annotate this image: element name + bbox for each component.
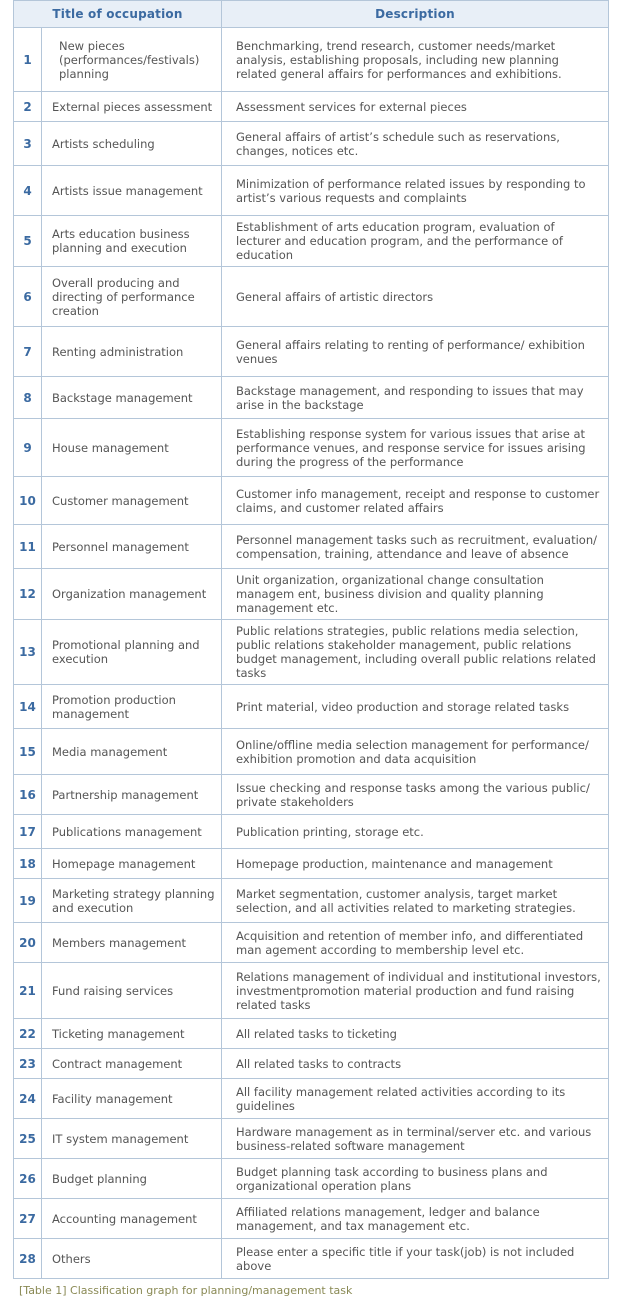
occupation-title: Customer management <box>42 477 222 525</box>
occupation-description: Hardware management as in terminal/server etc. and various business-related software management <box>222 1119 609 1159</box>
occupation-title: Budget planning <box>42 1159 222 1199</box>
row-number: 6 <box>14 267 42 327</box>
occupation-title: Personnel management <box>42 525 222 569</box>
occupation-title: Artists issue management <box>42 166 222 216</box>
occupation-title: Ticketing management <box>42 1019 222 1049</box>
occupation-title: Homepage management <box>42 849 222 879</box>
table-row <box>14 963 609 1019</box>
occupation-table <box>13 0 609 1279</box>
occupation-title: Overall producing and directing of performance creation <box>42 267 222 327</box>
table-row <box>14 849 609 879</box>
occupation-title: Contract management <box>42 1049 222 1079</box>
row-number: 9 <box>14 419 42 477</box>
row-number: 26 <box>14 1159 42 1199</box>
occupation-title: Marketing strategy planning and execution <box>42 879 222 923</box>
occupation-description: All related tasks to ticketing <box>222 1019 609 1049</box>
table-row <box>14 1019 609 1049</box>
occupation-title: Fund raising services <box>42 963 222 1019</box>
occupation-title: Promotion production management <box>42 685 222 729</box>
table-body <box>14 28 609 1279</box>
table-row <box>14 377 609 419</box>
table-row <box>14 1159 609 1199</box>
occupation-title: New pieces (performances/festivals) planning <box>42 28 222 92</box>
occupation-description: Backstage management, and responding to issues that may arise in the backstage <box>222 377 609 419</box>
table-row <box>14 216 609 267</box>
occupation-title: Promotional planning and execution <box>42 620 222 685</box>
row-number: 16 <box>14 775 42 815</box>
table-caption: [Table 1] Classification graph for planning/management task <box>19 1284 353 1297</box>
row-number: 15 <box>14 729 42 775</box>
occupation-title: IT system management <box>42 1119 222 1159</box>
occupation-description: Budget planning task according to business plans and organizational operation plans <box>222 1159 609 1199</box>
row-number: 24 <box>14 1079 42 1119</box>
occupation-description: Establishment of arts education program, evaluation of lecturer and education program, and the performance of education <box>222 216 609 267</box>
table-row <box>14 1119 609 1159</box>
occupation-title: Publications management <box>42 815 222 849</box>
row-number: 3 <box>14 122 42 166</box>
occupation-title: Organization management <box>42 569 222 620</box>
row-number: 2 <box>14 92 42 122</box>
table-header-row <box>14 1 609 28</box>
row-number: 13 <box>14 620 42 685</box>
occupation-description: Benchmarking, trend research, customer needs/market analysis, establishing proposals, including new planning related general affairs for performances and exhibitions. <box>222 28 609 92</box>
row-number: 23 <box>14 1049 42 1079</box>
occupation-title: External pieces assessment <box>42 92 222 122</box>
table-row <box>14 620 609 685</box>
row-number: 1 <box>14 28 42 92</box>
row-number: 5 <box>14 216 42 267</box>
occupation-description: Homepage production, maintenance and management <box>222 849 609 879</box>
table-row <box>14 122 609 166</box>
occupation-description: Market segmentation, customer analysis, target market selection, and all activities related to marketing strategies. <box>222 879 609 923</box>
table-row <box>14 879 609 923</box>
header-title-of-occupation: Title of occupation <box>14 1 222 28</box>
row-number: 17 <box>14 815 42 849</box>
table-row <box>14 166 609 216</box>
row-number: 21 <box>14 963 42 1019</box>
occupation-description: Assessment services for external pieces <box>222 92 609 122</box>
table-row <box>14 1049 609 1079</box>
row-number: 19 <box>14 879 42 923</box>
occupation-title: Members management <box>42 923 222 963</box>
occupation-description: Unit organization, organizational change consultation managem ent, business division and quality planning management etc. <box>222 569 609 620</box>
occupation-description: Affiliated relations management, ledger and balance management, and tax management etc. <box>222 1199 609 1239</box>
row-number: 18 <box>14 849 42 879</box>
row-number: 25 <box>14 1119 42 1159</box>
occupation-description: Issue checking and response tasks among the various public/ private stakeholders <box>222 775 609 815</box>
occupation-title: Accounting management <box>42 1199 222 1239</box>
row-number: 12 <box>14 569 42 620</box>
occupation-description: General affairs of artist’s schedule such as reservations, changes, notices etc. <box>222 122 609 166</box>
row-number: 22 <box>14 1019 42 1049</box>
table-row <box>14 685 609 729</box>
occupation-description: Online/offline media selection management for performance/ exhibition promotion and data acquisition <box>222 729 609 775</box>
occupation-description: Public relations strategies, public relations media selection, public relations stakeholder management, public relations budget management, including overall public relations related tasks <box>222 620 609 685</box>
occupation-description: Establishing response system for various issues that arise at performance venues, and response service for issues arising during the progress of the performance <box>222 419 609 477</box>
row-number: 28 <box>14 1239 42 1279</box>
table-row <box>14 729 609 775</box>
table-row <box>14 477 609 525</box>
occupation-description: Relations management of individual and institutional investors, investmentpromotion material production and fund raising related tasks <box>222 963 609 1019</box>
occupation-description: Print material, video production and storage related tasks <box>222 685 609 729</box>
row-number: 20 <box>14 923 42 963</box>
header-description: Description <box>222 1 609 28</box>
occupation-description: Acquisition and retention of member info, and differentiated man agement according to membership level etc. <box>222 923 609 963</box>
table-row <box>14 569 609 620</box>
row-number: 7 <box>14 327 42 377</box>
table-row <box>14 775 609 815</box>
occupation-description: Minimization of performance related issues by responding to artist’s various requests and complaints <box>222 166 609 216</box>
occupation-title: Arts education business planning and execution <box>42 216 222 267</box>
table-row <box>14 815 609 849</box>
occupation-description: All related tasks to contracts <box>222 1049 609 1079</box>
table-row <box>14 1079 609 1119</box>
occupation-title: Facility management <box>42 1079 222 1119</box>
occupation-title: Artists scheduling <box>42 122 222 166</box>
occupation-table-container <box>13 0 609 1279</box>
table-row <box>14 1199 609 1239</box>
row-number: 27 <box>14 1199 42 1239</box>
occupation-title: Backstage management <box>42 377 222 419</box>
occupation-description: General affairs relating to renting of performance/ exhibition venues <box>222 327 609 377</box>
table-row <box>14 419 609 477</box>
occupation-description: General affairs of artistic directors <box>222 267 609 327</box>
table-row <box>14 923 609 963</box>
row-number: 10 <box>14 477 42 525</box>
occupation-title: Media management <box>42 729 222 775</box>
occupation-title: Others <box>42 1239 222 1279</box>
table-row <box>14 1239 609 1279</box>
row-number: 14 <box>14 685 42 729</box>
occupation-description: Personnel management tasks such as recruitment, evaluation/ compensation, training, attendance and leave of absence <box>222 525 609 569</box>
occupation-description: All facility management related activities according to its guidelines <box>222 1079 609 1119</box>
row-number: 4 <box>14 166 42 216</box>
row-number: 8 <box>14 377 42 419</box>
row-number: 11 <box>14 525 42 569</box>
occupation-title: Renting administration <box>42 327 222 377</box>
occupation-description: Customer info management, receipt and response to customer claims, and customer related affairs <box>222 477 609 525</box>
table-row <box>14 92 609 122</box>
table-row <box>14 327 609 377</box>
occupation-title: House management <box>42 419 222 477</box>
table-row <box>14 28 609 92</box>
table-row <box>14 267 609 327</box>
occupation-description: Please enter a specific title if your task(job) is not included above <box>222 1239 609 1279</box>
occupation-title: Partnership management <box>42 775 222 815</box>
occupation-description: Publication printing, storage etc. <box>222 815 609 849</box>
table-row <box>14 525 609 569</box>
